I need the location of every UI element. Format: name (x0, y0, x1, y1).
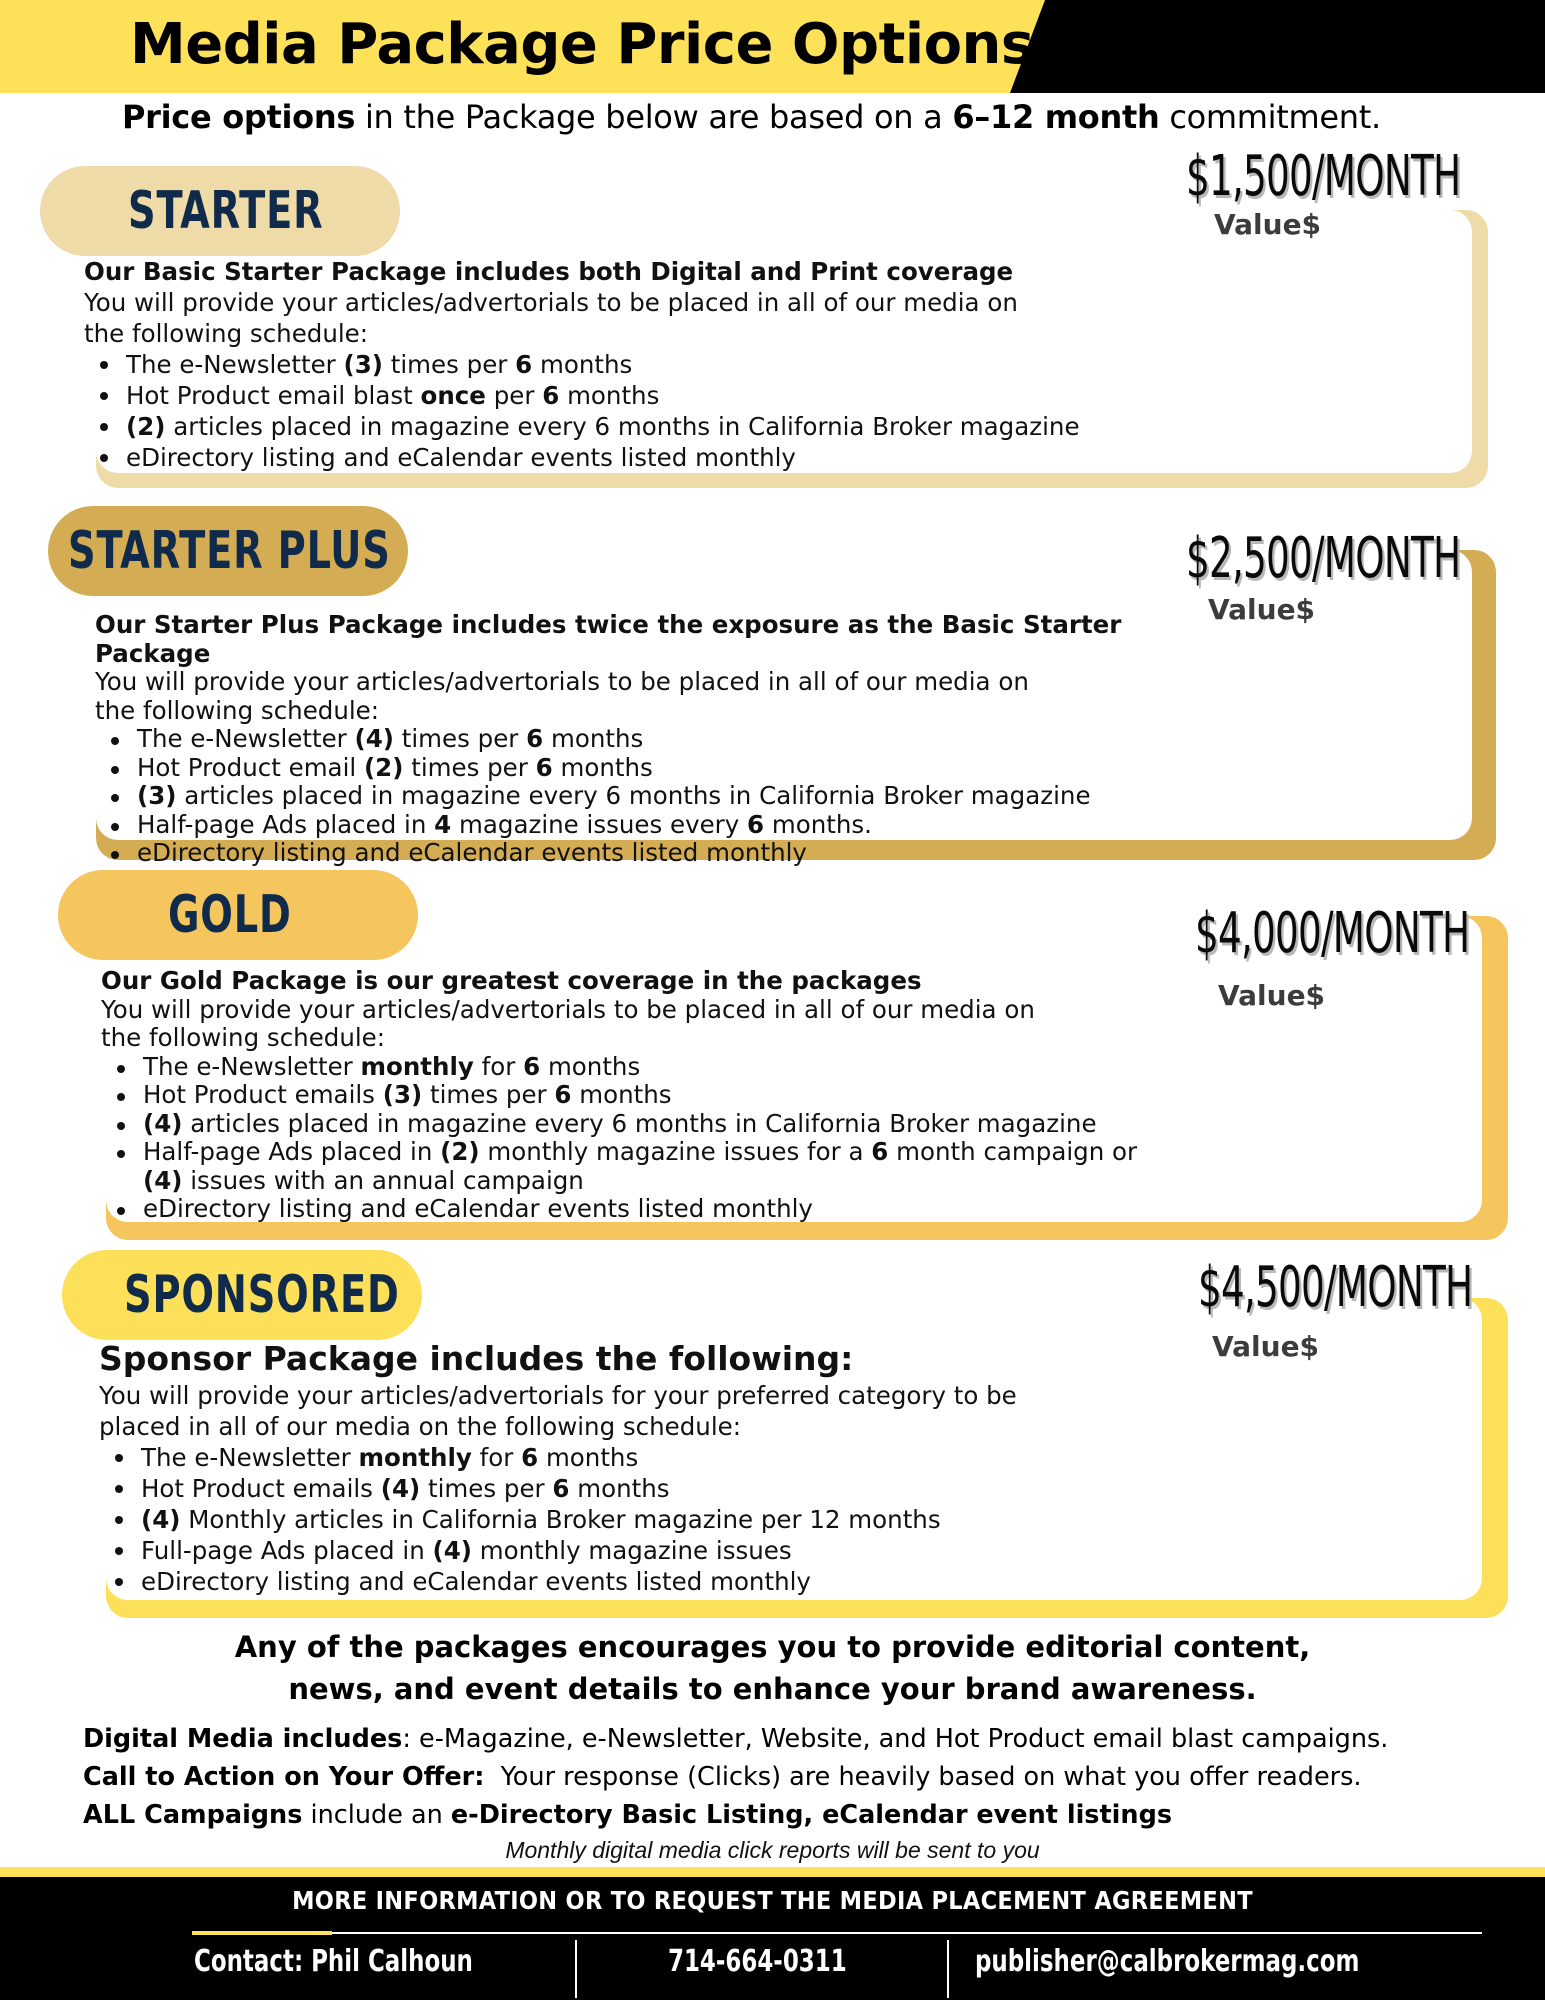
package-lead: Our Starter Plus Package includes twice the exposure as the Basic Starter Package (95, 610, 1122, 668)
list-item: (2) articles placed in magazine every 6 months in California Broker magazine (126, 411, 1144, 442)
all-campaigns-note: ALL Campaigns include an e-Directory Basic Listing, eCalendar event listings (83, 1800, 1173, 1830)
package-intro: You will provide your articles/advertorials to be placed in all of our media on the following schedule: (84, 288, 1018, 348)
page-title: Media Package Price Options (130, 12, 1034, 77)
call-to-action-note: Call to Action on Your Offer: Your response (Clicks) are heavily based on what you offer readers. (83, 1762, 1362, 1792)
footer-phone[interactable]: 714-664-0311 (668, 1944, 847, 1979)
package-badge (48, 506, 408, 596)
footer-title: MORE INFORMATION OR TO REQUEST THE MEDIA PLACEMENT AGREEMENT (292, 1886, 1253, 1915)
footer-divider (192, 1932, 1482, 1934)
list-item: The e-Newsletter monthly for 6 months (141, 1442, 1199, 1473)
list-item: eDirectory listing and eCalendar events listed monthly (137, 839, 1195, 868)
package-name: SPONSORED (124, 1265, 400, 1325)
package-intro: You will provide your articles/advertorials to be placed in all of our media on the following schedule: (101, 994, 1035, 1052)
package-value-label: Value$ (1214, 208, 1322, 241)
package-intro: You will provide your articles/advertorials to be placed in all of our media on the following schedule: (95, 667, 1029, 725)
editorial-encouragement: Any of the packages encourages you to provide editorial content, news, and event details to enhance your brand awareness. (234, 1630, 1311, 1706)
package-details (101, 967, 1201, 1224)
list-item: The e-Newsletter (3) times per 6 months (126, 349, 1144, 380)
package-price: $4,500/MONTH (1198, 1255, 1473, 1320)
package-details (84, 256, 1144, 473)
commitment-note: Price options in the Package below are based on a 6–12 month commitment. (122, 98, 1381, 136)
package-lead: Our Basic Starter Package includes both Digital and Print coverage (84, 257, 1014, 286)
list-item: Full-page Ads placed in (4) monthly magazine issues (141, 1535, 1199, 1566)
list-item: (3) articles placed in magazine every 6 months in California Broker magazine (137, 782, 1195, 811)
list-item: eDirectory listing and eCalendar events listed monthly (141, 1566, 1199, 1597)
list-item: eDirectory listing and eCalendar events listed monthly (143, 1195, 1201, 1224)
package-items (95, 725, 1195, 868)
package-name: GOLD (168, 885, 292, 945)
package-price: $1,500/MONTH (1186, 144, 1461, 209)
package-details (95, 611, 1195, 868)
package-value-label: Value$ (1212, 1330, 1320, 1363)
package-badge (62, 1250, 422, 1340)
list-item: Half-page Ads placed in 4 magazine issues every 6 months. (137, 811, 1195, 840)
list-item: eDirectory listing and eCalendar events listed monthly (126, 442, 1144, 473)
footer-accent (192, 1931, 332, 1935)
list-item: (4) Monthly articles in California Broker magazine per 12 months (141, 1504, 1199, 1535)
list-item: Hot Product email (2) times per 6 months (137, 754, 1195, 783)
header-black-band (1010, 0, 1545, 93)
list-item: Hot Product email blast once per 6 months (126, 380, 1144, 411)
digital-media-note: Digital Media includes: e-Magazine, e-Newsletter, Website, and Hot Product email blast campaigns. (83, 1724, 1389, 1754)
list-item: The e-Newsletter monthly for 6 months (143, 1053, 1201, 1082)
package-items (84, 349, 1144, 473)
package-lead: Sponsor Package includes the following: (99, 1339, 854, 1378)
list-item: The e-Newsletter (4) times per 6 months (137, 725, 1195, 754)
package-value-label: Value$ (1218, 979, 1326, 1012)
footer-contact: Contact: Phil Calhoun (194, 1944, 473, 1979)
package-items (99, 1442, 1199, 1597)
list-item: Hot Product emails (4) times per 6 months (141, 1473, 1199, 1504)
package-name: STARTER (128, 181, 324, 241)
package-value-label: Value$ (1208, 593, 1316, 626)
package-name: STARTER PLUS (68, 521, 391, 581)
package-items (101, 1053, 1201, 1224)
list-item: Hot Product emails (3) times per 6 months (143, 1081, 1201, 1110)
package-badge (58, 870, 418, 960)
package-price: $2,500/MONTH (1186, 526, 1461, 591)
package-price: $4,000/MONTH (1195, 901, 1470, 966)
list-item: Half-page Ads placed in (2) monthly magazine issues for a 6 month campaign or (4) issues with an annual campaign (143, 1138, 1201, 1195)
package-badge (40, 166, 400, 256)
package-intro: You will provide your articles/advertorials for your preferred category to be placed in all of our media on the following schedule: (99, 1381, 1017, 1441)
footer-stripe (0, 1867, 1545, 1877)
campaign-notes (83, 1720, 1388, 1834)
package-details (99, 1338, 1199, 1597)
footer-email-link[interactable]: publisher@calbrokermag.com (975, 1944, 1360, 1979)
package-lead: Our Gold Package is our greatest coverage in the packages (101, 966, 922, 995)
list-item: (4) articles placed in magazine every 6 months in California Broker magazine (143, 1110, 1201, 1139)
click-reports-note: Monthly digital media click reports will be sent to you (505, 1837, 1040, 1863)
